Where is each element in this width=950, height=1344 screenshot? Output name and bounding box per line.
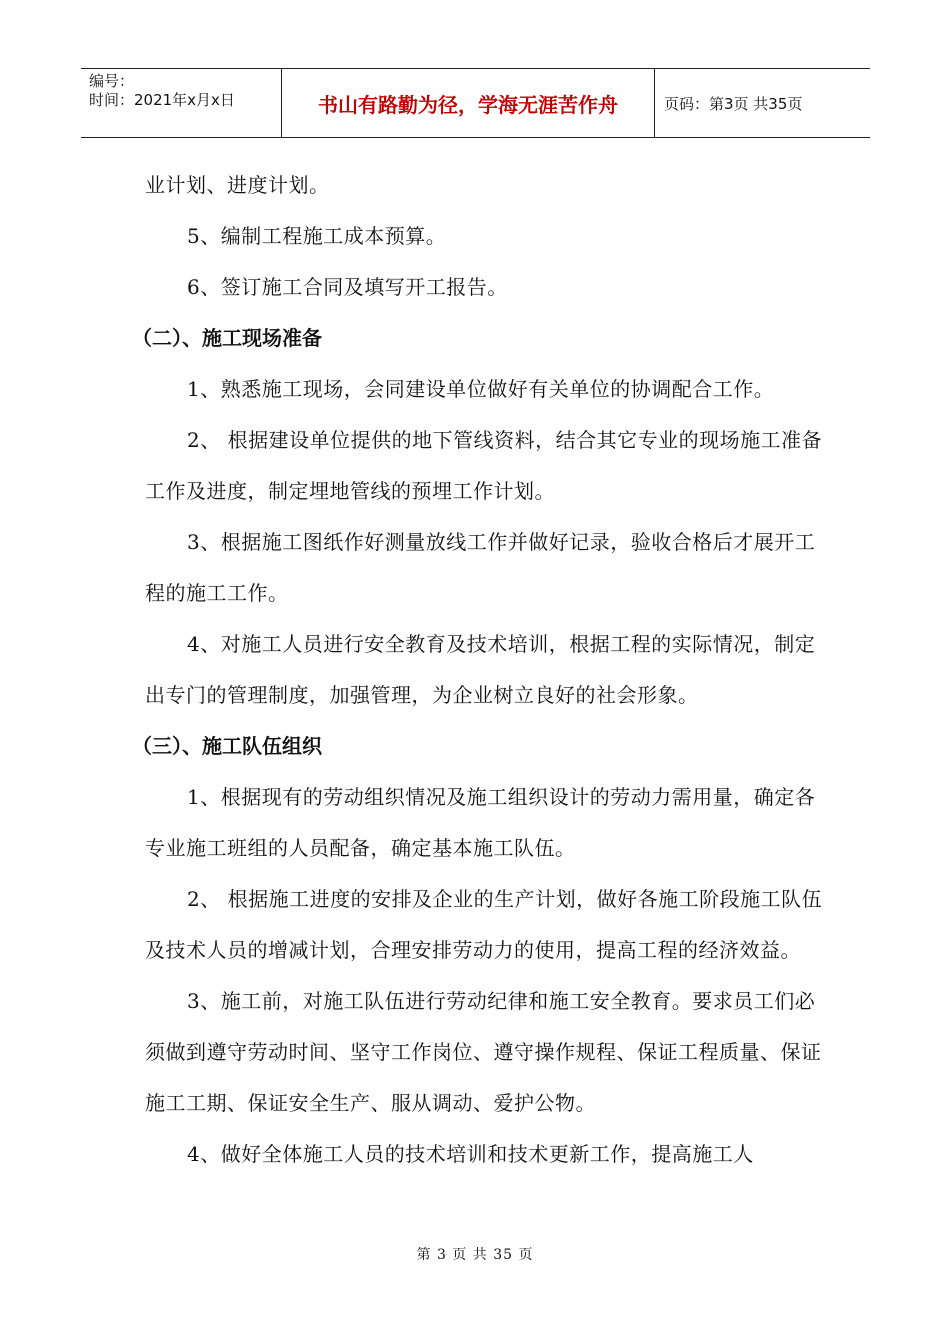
paragraph: 5、编制工程施工成本预算。	[187, 224, 447, 248]
document-date: 时间：2021年x月x日	[89, 91, 235, 109]
page-footer: 第 3 页 共 35 页	[416, 1247, 534, 1263]
paragraph: 2、 根据施工进度的安排及企业的生产计划，做好各施工阶段施工队伍及技术人员的增减计划，合理安排劳动力的使用，提高工程的经济效益。	[145, 887, 823, 962]
paragraph: 业计划、进度计划。	[145, 173, 330, 197]
document-body	[132, 160, 825, 1180]
document-number-label: 编号：	[89, 72, 135, 90]
paragraph: 6、签订施工合同及填写开工报告。	[187, 275, 508, 299]
paragraph: 1、熟悉施工现场，会同建设单位做好有关单位的协调配合工作。	[187, 377, 775, 401]
paragraph: 1、根据现有的劳动组织情况及施工组织设计的劳动力需用量，确定各专业施工班组的人员配备，确定基本施工队伍。	[145, 785, 816, 860]
section-heading: （三）、施工队伍组织	[132, 734, 322, 758]
paragraph: 3、施工前，对施工队伍进行劳动纪律和施工安全教育。要求员工们必须做到遵守劳动时间、坚守工作岗位、遵守操作规程、保证工程质量、保证施工工期、保证安全生产、服从调动、爱护公物。	[145, 989, 822, 1115]
header-meta	[81, 69, 282, 137]
header-motto: 书山有路勤为径，学海无涯苦作舟	[282, 69, 655, 137]
header-page-info: 页码：第3页 共35页	[664, 94, 803, 113]
page-header	[81, 68, 870, 138]
section-heading: （二）、施工现场准备	[132, 326, 322, 350]
paragraph: 3、根据施工图纸作好测量放线工作并做好记录，验收合格后才展开工程的施工工作。	[145, 530, 816, 605]
paragraph: 4、对施工人员进行安全教育及技术培训，根据工程的实际情况，制定出专门的管理制度，加强管理，为企业树立良好的社会形象。	[145, 632, 816, 707]
paragraph: 2、 根据建设单位提供的地下管线资料，结合其它专业的现场施工准备工作及进度，制定埋地管线的预埋工作计划。	[145, 428, 823, 503]
paragraph: 4、做好全体施工人员的技术培训和技术更新工作，提高施工人	[187, 1142, 754, 1166]
